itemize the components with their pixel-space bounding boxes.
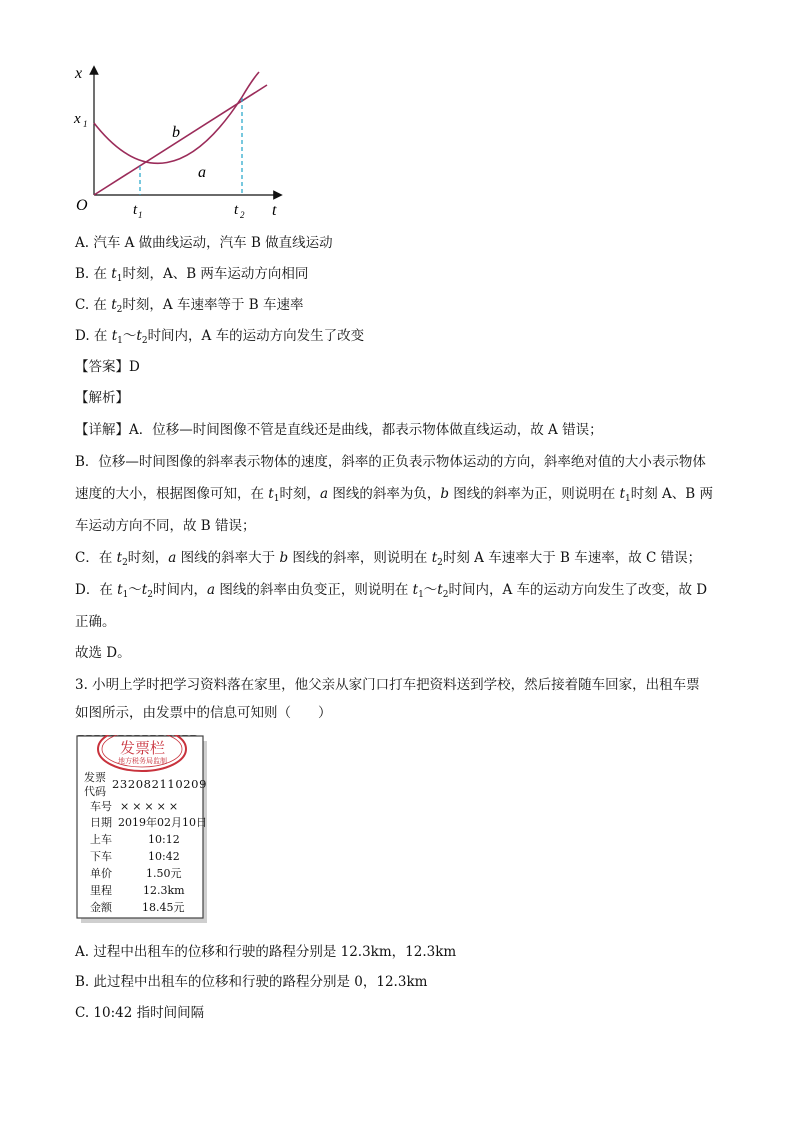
option-c-suffix: 时刻，A 车速率等于 B 车速率 [122, 297, 304, 313]
line-b-label: b [172, 124, 180, 141]
option-c [75, 295, 303, 320]
detail-d-tilde-b: ～ [423, 582, 438, 598]
detail-b-2-sub2: 1 [625, 494, 631, 504]
detail-c-t2: t [431, 550, 438, 566]
position-time-graph [70, 60, 290, 229]
detail-d-2 [75, 612, 116, 632]
detail-a-text: A．位移—时间图像不管是直线还是曲线，都表示物体做直线运动，故 A 错误； [129, 422, 603, 438]
answer-value: D [129, 359, 140, 375]
option-d [75, 326, 364, 351]
t1-sub: 1 [138, 210, 143, 220]
detail-b-3 [75, 516, 256, 536]
option-d-s2: 2 [141, 336, 148, 346]
x1-sub: 1 [83, 119, 88, 129]
row-label: 金额 [90, 901, 112, 914]
detail-d-s2b: 2 [442, 590, 449, 600]
detail-c-5: 时刻 A 车速率大于 B 车速率，故 C 错误； [442, 550, 702, 566]
code-label-1: 发票 [84, 771, 106, 784]
row-label: 日期 [90, 816, 112, 829]
detail-c-4: 图线的斜率，则说明在 [288, 550, 432, 566]
taxi-receipt [76, 735, 208, 925]
option-c-sub: 2 [116, 305, 123, 315]
row-value: 18.45元 [142, 901, 185, 914]
q3-option-a-text: A. 过程中出租车的位移和行驶的路程分别是 12.3km，12.3km [75, 944, 457, 960]
conclusion [75, 643, 131, 663]
detail-b-2d: 图线的斜率为正，则说明在 [448, 486, 620, 502]
option-a-text: A. 汽车 A 做曲线运动，汽车 B 做直线运动 [75, 235, 333, 251]
q3-option-c-text: C. 10:42 指时间间隔 [75, 1005, 205, 1021]
y-axis-label: x [75, 65, 83, 82]
code-value: 232082110209 [112, 777, 207, 791]
detail-d-4: 时间内，A 车的运动方向发生了改变，故 D [448, 582, 708, 598]
t2-sub: 2 [240, 210, 245, 220]
row-label: 上车 [90, 833, 112, 846]
origin-label: O [76, 197, 88, 214]
detail-c-1: C．在 [75, 550, 117, 566]
q3-option-b-text: B. 此过程中出租车的位移和行驶的路程分别是 0，12.3km [75, 974, 428, 990]
row-value: 12.3km [143, 884, 185, 897]
detail-d-s2: 2 [147, 590, 153, 600]
detail-c-3: 图线的斜率大于 [176, 550, 280, 566]
row-value: 2019年02月10日 [118, 816, 207, 829]
option-b-sub: 1 [116, 274, 123, 284]
option-d-t1: t [111, 328, 118, 344]
row-value: 1.50元 [146, 867, 182, 880]
detail-c-b: b [279, 550, 289, 566]
code-label-2: 代码 [84, 785, 106, 798]
detail-c-a: a [168, 550, 177, 566]
detail-b-1 [75, 452, 706, 472]
analysis-label-text: 【解析】 [75, 390, 129, 406]
detail-d-s1b: 1 [418, 590, 424, 600]
detail-d-2: 时间内， [152, 582, 207, 598]
x-t-graph-svg [70, 60, 290, 225]
q3-option-a [75, 942, 456, 962]
detail-b-1-text: B．位移—时间图像的斜率表示物体的速度，斜率的正负表示物体运动的方向，斜率绝对值的大小表示物体 [75, 454, 706, 470]
curve-a [94, 72, 259, 163]
q3-stem-1-text: 3. 小明上学时把学习资料落在家里，他父亲从家门口打车把资料送到学校，然后接着随车回家，出租车票 [75, 677, 700, 693]
detail-b-2-a: a [319, 486, 329, 502]
detail-b-2-b: b [440, 486, 449, 502]
x1-label: x [74, 111, 81, 127]
q3-stem-1 [75, 675, 700, 695]
detail-b-2-t: t [268, 486, 274, 502]
detail-d-a: a [206, 582, 216, 598]
detail-d-t2b: t [437, 582, 443, 598]
row-label: 单价 [90, 867, 112, 880]
detail-d-5: 正确。 [75, 614, 116, 630]
detail-d-s1: 1 [122, 590, 129, 600]
conclusion-text: 故选 D。 [75, 645, 131, 661]
detail-d-t2: t [141, 582, 148, 598]
row-label: 车号 [90, 800, 112, 813]
detail-b-2a: 速度的大小，根据图像可知，在 [75, 486, 269, 502]
detail-b-2c: 图线的斜率为负， [328, 486, 441, 502]
detail-b-2-t2: t [619, 486, 626, 502]
option-b-t: t [111, 266, 117, 282]
detail-d-tilde: ～ [128, 582, 142, 598]
detail-d-3: 图线的斜率由负变正，则说明在 [215, 582, 413, 598]
detail-c-t: t [116, 550, 123, 566]
option-c-t: t [111, 297, 117, 313]
option-b-prefix: B. 在 [75, 266, 112, 282]
row-value: ××××× [120, 800, 182, 813]
detail-d-1 [75, 580, 707, 605]
detail-c-sub2: 2 [437, 558, 443, 568]
q3-option-c [75, 1003, 204, 1023]
option-d-suffix: 时间内，A 车的运动方向发生了改变 [147, 328, 365, 344]
row-label: 里程 [90, 884, 112, 897]
t2-label: t [234, 202, 239, 218]
option-d-t2: t [136, 328, 142, 344]
detail-d-t1b: t [412, 582, 419, 598]
answer-line [75, 357, 140, 377]
option-d-tilde: ～ [122, 328, 137, 344]
row-value: 10:42 [148, 850, 180, 863]
detail-d-t1: t [117, 582, 123, 598]
line-b [94, 85, 267, 195]
detail-b-2-sub: 1 [273, 494, 280, 504]
q3-option-b [75, 972, 427, 992]
detail-c-sub: 2 [122, 558, 128, 568]
detail-b-2b: 时刻， [279, 486, 320, 502]
detail-b-2e: 时刻 A、B 两 [630, 486, 714, 502]
row-label: 下车 [90, 850, 112, 863]
option-b [75, 264, 308, 289]
option-c-prefix: C. 在 [75, 297, 112, 313]
x-axis-label: t [272, 202, 277, 219]
curve-a-label: a [198, 164, 206, 181]
option-d-prefix: D. 在 [75, 328, 112, 344]
detail-b-2 [75, 484, 713, 509]
detail-c [75, 548, 701, 573]
t1-label: t [133, 202, 138, 218]
answer-label: 【答案】 [75, 359, 129, 375]
detail-b-3-text: 车运动方向不同，故 B 错误； [75, 518, 256, 534]
analysis-label [75, 388, 129, 408]
q3-stem-2-text: 如图所示，由发票中的信息可知则（ ） [75, 705, 332, 721]
detail-a [75, 420, 603, 440]
option-d-s1: 1 [117, 336, 123, 346]
q3-stem-2 [75, 703, 332, 723]
row-value: 10:12 [148, 833, 180, 846]
detail-d-1a: D．在 [75, 582, 118, 598]
option-b-suffix: 时刻，A、B 两车运动方向相同 [122, 266, 309, 282]
stamp-title: 发票栏 [120, 739, 166, 757]
detail-label: 【详解】 [75, 422, 129, 438]
option-a [75, 233, 333, 253]
detail-c-2: 时刻， [127, 550, 169, 566]
stamp-subtitle: 地方税务局监制 [118, 757, 167, 765]
